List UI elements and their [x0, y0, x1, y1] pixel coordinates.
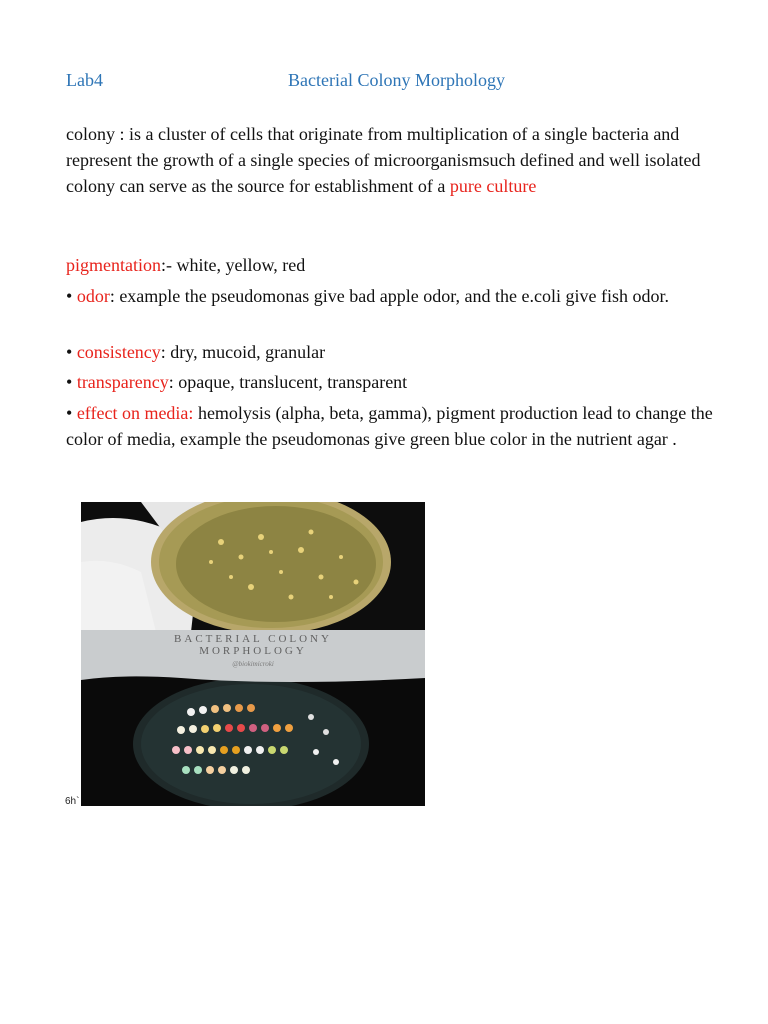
- characteristic-desc: hemolysis (alpha, beta, gamma), pigment production lead to change the color of media, example the pseudomonas give green blue color in the nutrient agar .: [66, 403, 713, 449]
- bullet: •: [66, 286, 77, 306]
- characteristic-desc: : opaque, translucent, transparent: [168, 372, 408, 392]
- characteristic-item: [66, 252, 716, 278]
- characteristic-term: odor: [76, 286, 110, 306]
- lab-number: Lab4: [66, 70, 103, 90]
- characteristic-term: transparency: [76, 372, 169, 392]
- colony-definition: [66, 121, 716, 199]
- petri-dish-photo-top: [81, 502, 425, 632]
- characteristic-desc: : dry, mucoid, granular: [160, 342, 326, 362]
- bullet: •: [66, 342, 77, 362]
- bullet: •: [66, 403, 77, 423]
- figure-caption-line2: MORPHOLOGY: [199, 645, 307, 657]
- petri-dish-photo-bottom: [81, 672, 425, 806]
- page-title: Bacterial Colony Morphology: [288, 70, 505, 90]
- definition-text: colony : is a cluster of cells that originate from multiplication of a single bacteria and represent the growth of a single species of microorganismsuch defined and well isolated colony can serve as the source for establishment of a: [66, 124, 701, 196]
- characteristic-item: [66, 369, 716, 395]
- stray-note: 6h`: [65, 796, 80, 807]
- characteristic-desc: :- white, yellow, red: [160, 255, 306, 275]
- figure-caption-line1: BACTERIAL COLONY: [174, 633, 332, 645]
- definition-highlight: pure culture: [449, 176, 537, 196]
- characteristic-item: [66, 339, 716, 365]
- characteristic-term: consistency: [76, 342, 161, 362]
- characteristic-term: pigmentation: [66, 255, 161, 275]
- characteristic-item: [66, 283, 716, 309]
- characteristic-desc: : example the pseudomonas give bad apple odor, and the e.coli give fish odor.: [109, 286, 669, 306]
- bullet: •: [66, 372, 77, 392]
- colony-morphology-image: [81, 502, 425, 806]
- figure-handle: @biokimicroki: [232, 660, 274, 668]
- characteristic-term: effect on media:: [76, 403, 194, 423]
- page-header: [66, 70, 728, 96]
- characteristic-item: [66, 400, 716, 452]
